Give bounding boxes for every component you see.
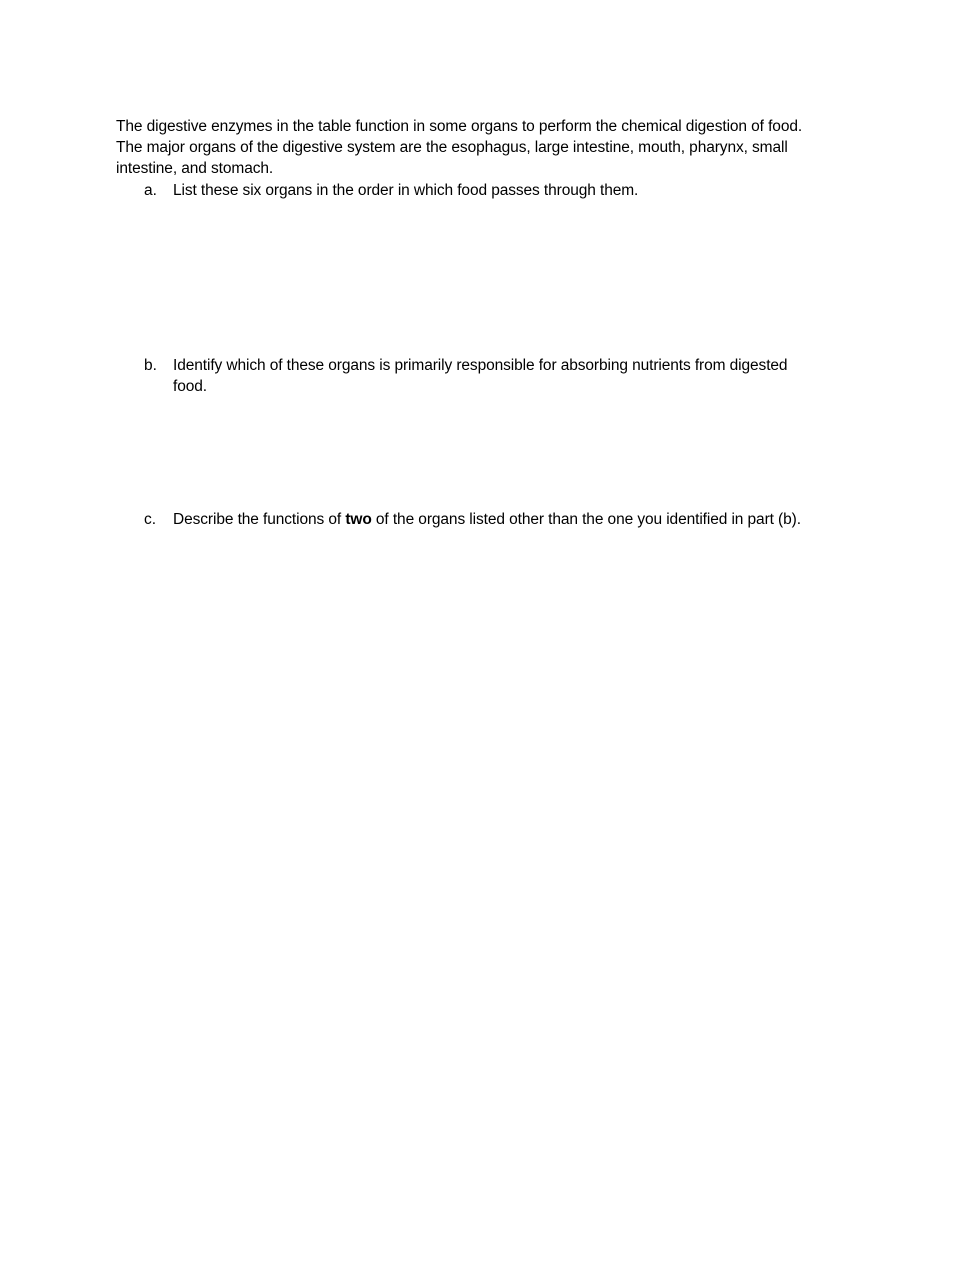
question-marker: c. — [144, 511, 157, 528]
question-line: Identify which of these organs is primarily responsible for absorbing nutrients from digested — [173, 357, 788, 374]
intro-line: The major organs of the digestive system are the esophagus, large intestine, mouth, pharynx, small — [116, 139, 788, 156]
question-emphasis: two — [345, 511, 372, 528]
question-text — [173, 355, 787, 397]
question-text — [173, 509, 801, 530]
intro-line: intestine, and stomach. — [116, 160, 274, 177]
question-text-before: Describe the functions of — [173, 511, 346, 528]
question-text-after: of the organs listed other than the one you identified in part (b). — [371, 511, 801, 528]
question-text — [173, 180, 638, 201]
intro-line: The digestive enzymes in the table function in some organs to perform the chemical digestion of food. — [116, 118, 803, 135]
question-marker: b. — [144, 357, 157, 374]
question-line: food. — [173, 378, 207, 395]
question-marker: a. — [144, 182, 157, 199]
question-line: List these six organs in the order in which food passes through them. — [173, 182, 639, 199]
intro-paragraph — [116, 116, 861, 179]
